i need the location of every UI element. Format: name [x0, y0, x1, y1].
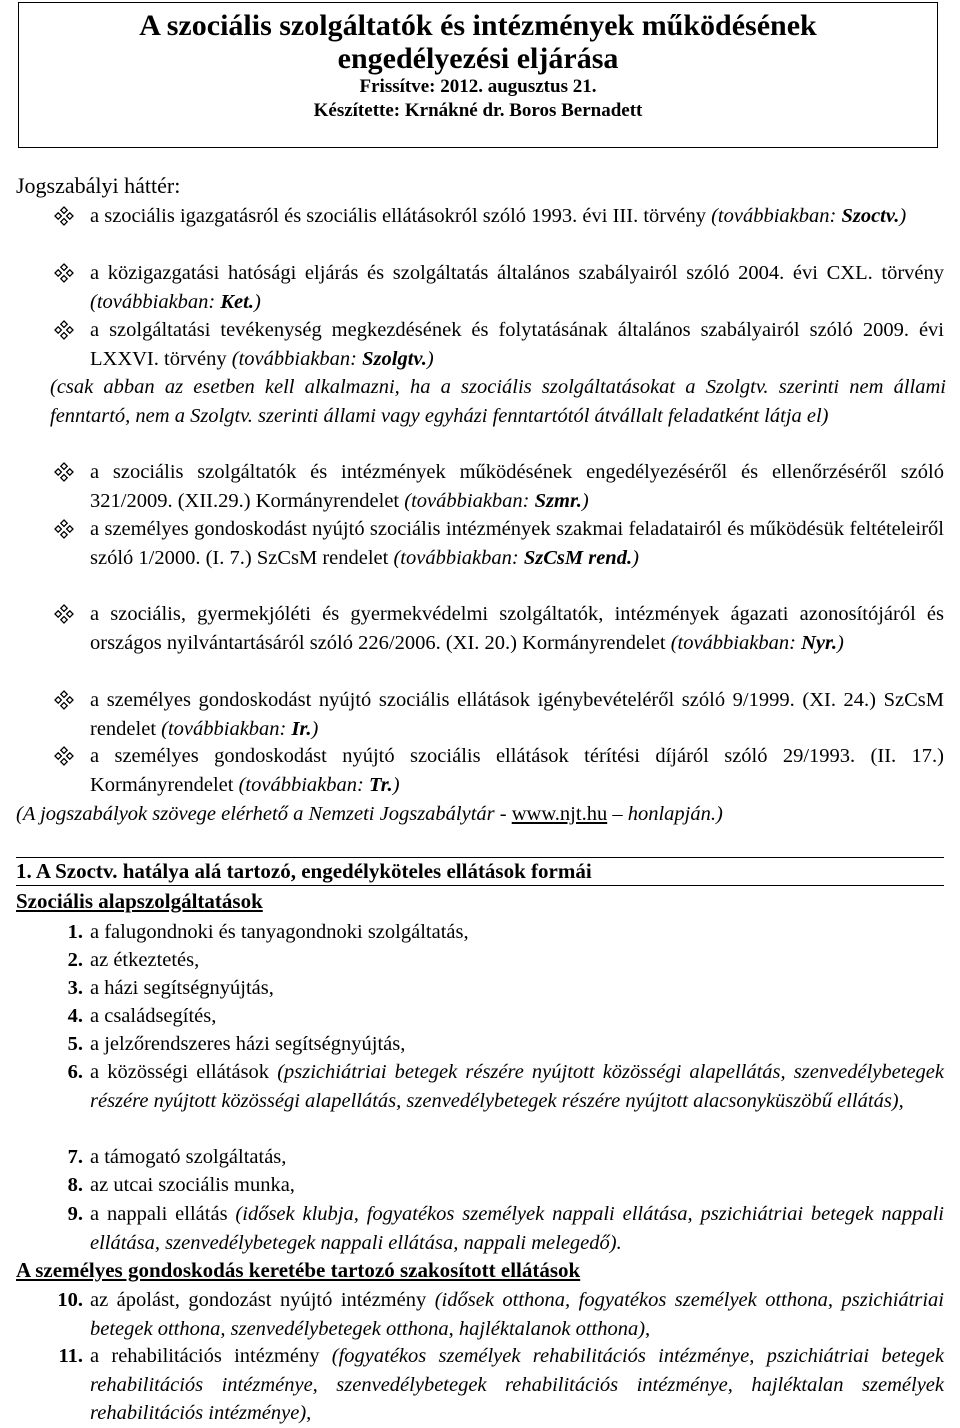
item-text: a jelzőrendszeres házi segítségnyújtás, [90, 1033, 406, 1055]
item-number: 4. [67, 1005, 83, 1027]
law-alias: Szoctv. [841, 205, 900, 227]
law-text: a személyes gondoskodást nyújtó szociális ellátások igénybevételéről szóló 9/1999. (XI. 24.) SzCsM rendelet [90, 689, 944, 740]
title-box [18, 2, 938, 148]
service-item [57, 1286, 944, 1343]
four-diamond-bullet-icon [54, 206, 74, 226]
item-number: 6. [67, 1061, 83, 1083]
item-text: a családsegítés, [90, 1005, 217, 1027]
item-detail: (fogyatékos személyek rehabilitációs intézménye, pszichiátriai betegek rehabilitációs intézménye, szenvedélybetegek rehabilitációs intézménye, hajléktalan személyek rehabilitációs intézménye), [90, 1345, 944, 1424]
item-text: a nappali ellátás [90, 1203, 236, 1225]
alias-suffix: ) [899, 205, 907, 227]
alias-prefix: (továbbiakban: [238, 773, 369, 796]
four-diamond-bullet-icon [54, 519, 74, 539]
scope-note: (csak abban az esetben kell alkalmazni, ha a szociális szolgáltatásokat a Szolgtv. szerinti nem állami fenntartó, nem a Szolgtv. szerinti állami vagy egyházi fenntartótól átvállalt feladatként látja el) [50, 376, 946, 427]
item-text: a falugondnoki és tanyagondnoki szolgáltatás, [90, 921, 469, 943]
law-item [54, 316, 944, 373]
alias-prefix: (továbbiakban: [90, 290, 221, 313]
item-number: 1. [67, 921, 83, 943]
law-item [54, 742, 944, 799]
alias-suffix: ) [311, 717, 319, 740]
law-text: a személyes gondoskodást nyújtó szociális ellátások térítési díjáról szóló 29/1993. (II. 17.) Kormányrendelet [90, 745, 944, 796]
alias-prefix: (továbbiakban: [161, 717, 292, 740]
legal-background-heading: Jogszabályi háttér: [16, 173, 181, 198]
item-text: az ápolást, gondozást nyújtó intézmény [90, 1289, 435, 1311]
law-alias: Szolgtv. [362, 347, 427, 370]
basic-services-heading: Szociális alapszolgáltatások [16, 889, 263, 913]
document-title-line2: engedélyezési eljárása [337, 42, 619, 75]
specialized-services-heading: A személyes gondoskodás keretébe tartozó szakosított ellátások [16, 1258, 581, 1282]
availability-note [16, 800, 723, 828]
law-alias: Tr. [368, 773, 393, 796]
alias-suffix: ) [426, 347, 434, 370]
law-alias: SzCsM rend. [523, 546, 633, 569]
alias-prefix: (továbbiakban: [404, 489, 535, 512]
law-alias: Ket. [220, 290, 254, 313]
item-number: 10. [57, 1289, 83, 1311]
alias-suffix: ) [253, 290, 261, 313]
item-number: 3. [67, 977, 83, 999]
law-text: a szociális, gyermekjóléti és gyermekvédelmi szolgáltatók, intézmények ágazati azonosítójáról és országos nyilvántartásáról szóló 226/2006. (XI. 20.) Kormányrendelet [90, 603, 944, 654]
item-detail: (pszichiátriai betegek részére nyújtott közösségi alapellátás, szenvedélybetegek részére nyújtott közösségi alapellátás, szenvedélybetegek részére nyújtott alacsonyküszöbű ellátás), [90, 1061, 944, 1112]
updated-date: Frissítve: 2012. augusztus 21. [359, 76, 597, 97]
item-text: az étkeztetés, [90, 949, 200, 971]
service-item [67, 946, 944, 975]
law-text: a szociális szolgáltatók és intézmények működésének engedélyezéséről és ellenőrzéséről szóló 321/2009. (XII.29.) Kormányrendelet [90, 461, 944, 512]
law-item [54, 686, 944, 743]
item-text: a rehabilitációs intézmény [90, 1345, 332, 1367]
service-item [67, 1030, 944, 1059]
law-item [54, 600, 944, 657]
law-alias: Nyr. [801, 631, 837, 654]
item-text: a támogató szolgáltatás, [90, 1146, 287, 1168]
item-number: 11. [58, 1345, 83, 1367]
law-text: a szociális igazgatásról és szociális ellátásokról szóló 1993. évi III. törvény [90, 205, 712, 227]
four-diamond-bullet-icon [54, 690, 74, 710]
law-item [54, 259, 944, 316]
alias-prefix: (továbbiakban: [711, 205, 842, 227]
alias-prefix: (továbbiakban: [393, 546, 524, 569]
author: Készítette: Krnákné dr. Boros Bernadett [313, 100, 643, 121]
service-item [67, 1171, 944, 1200]
alias-suffix: ) [581, 489, 589, 512]
law-alias: Ir. [291, 717, 312, 740]
document-title-line1: A szociális szolgáltatók és intézmények működésének [139, 9, 817, 42]
service-item [67, 1002, 944, 1031]
four-diamond-bullet-icon [54, 320, 74, 340]
service-item [67, 918, 944, 947]
item-text: az utcai szociális munka, [90, 1174, 295, 1196]
alias-suffix: ) [632, 546, 639, 569]
service-item [67, 1143, 944, 1172]
law-item [54, 458, 944, 515]
item-text: a házi segítségnyújtás, [90, 977, 274, 999]
service-item [67, 1200, 944, 1257]
availability-text: (A jogszabályok szövege elérhető a Nemzeti Jogszabálytár - [16, 803, 512, 825]
law-text: a közigazgatási hatósági eljárás és szolgáltatás általános szabályairól szóló 2004. évi CXL. törvény [90, 262, 944, 284]
item-text: a közösségi ellátások [90, 1061, 278, 1083]
alias-prefix: (továbbiakban: [670, 631, 802, 654]
service-item [67, 1058, 944, 1115]
law-item [54, 515, 944, 572]
item-number: 5. [67, 1033, 83, 1055]
four-diamond-bullet-icon [54, 263, 74, 283]
item-number: 8. [67, 1174, 83, 1196]
alias-prefix: (továbbiakban: [231, 347, 363, 370]
alias-suffix: ) [392, 773, 400, 796]
alias-suffix: ) [836, 631, 844, 654]
service-item [67, 974, 944, 1003]
item-number: 9. [67, 1203, 83, 1225]
four-diamond-bullet-icon [54, 462, 74, 482]
njt-link[interactable]: www.njt.hu [511, 803, 608, 825]
item-number: 2. [67, 949, 83, 971]
law-item [54, 202, 944, 231]
service-item [58, 1342, 944, 1428]
four-diamond-bullet-icon [54, 746, 74, 766]
law-text: a személyes gondoskodást nyújtó szociális intézmények szakmai feladatairól és működésük feltételeiről szóló 1/2000. (I. 7.) SzCsM rendelet [90, 518, 944, 569]
law-alias: Szmr. [534, 489, 582, 512]
item-number: 7. [67, 1146, 83, 1168]
availability-text-end: – honlapján.) [607, 803, 723, 825]
law-text: a szolgáltatási tevékenység megkezdésének és folytatásának általános szabályairól szóló 2009. évi LXXVI. törvény [90, 319, 944, 370]
item-detail: (idősek otthona, fogyatékos személyek otthona, pszichiátriai betegek otthona, szenvedélybetegek otthona, hajléktalanok otthona), [90, 1289, 944, 1340]
section1-heading: 1. A Szoctv. hatálya alá tartozó, engedélyköteles ellátások formái [16, 857, 944, 886]
item-detail: (idősek klubja, fogyatékos személyek nappali ellátása, pszichiátriai betegek nappali ellátása, szenvedélybetegek nappali ellátása, nappali melegedő). [90, 1203, 944, 1254]
four-diamond-bullet-icon [54, 604, 74, 624]
